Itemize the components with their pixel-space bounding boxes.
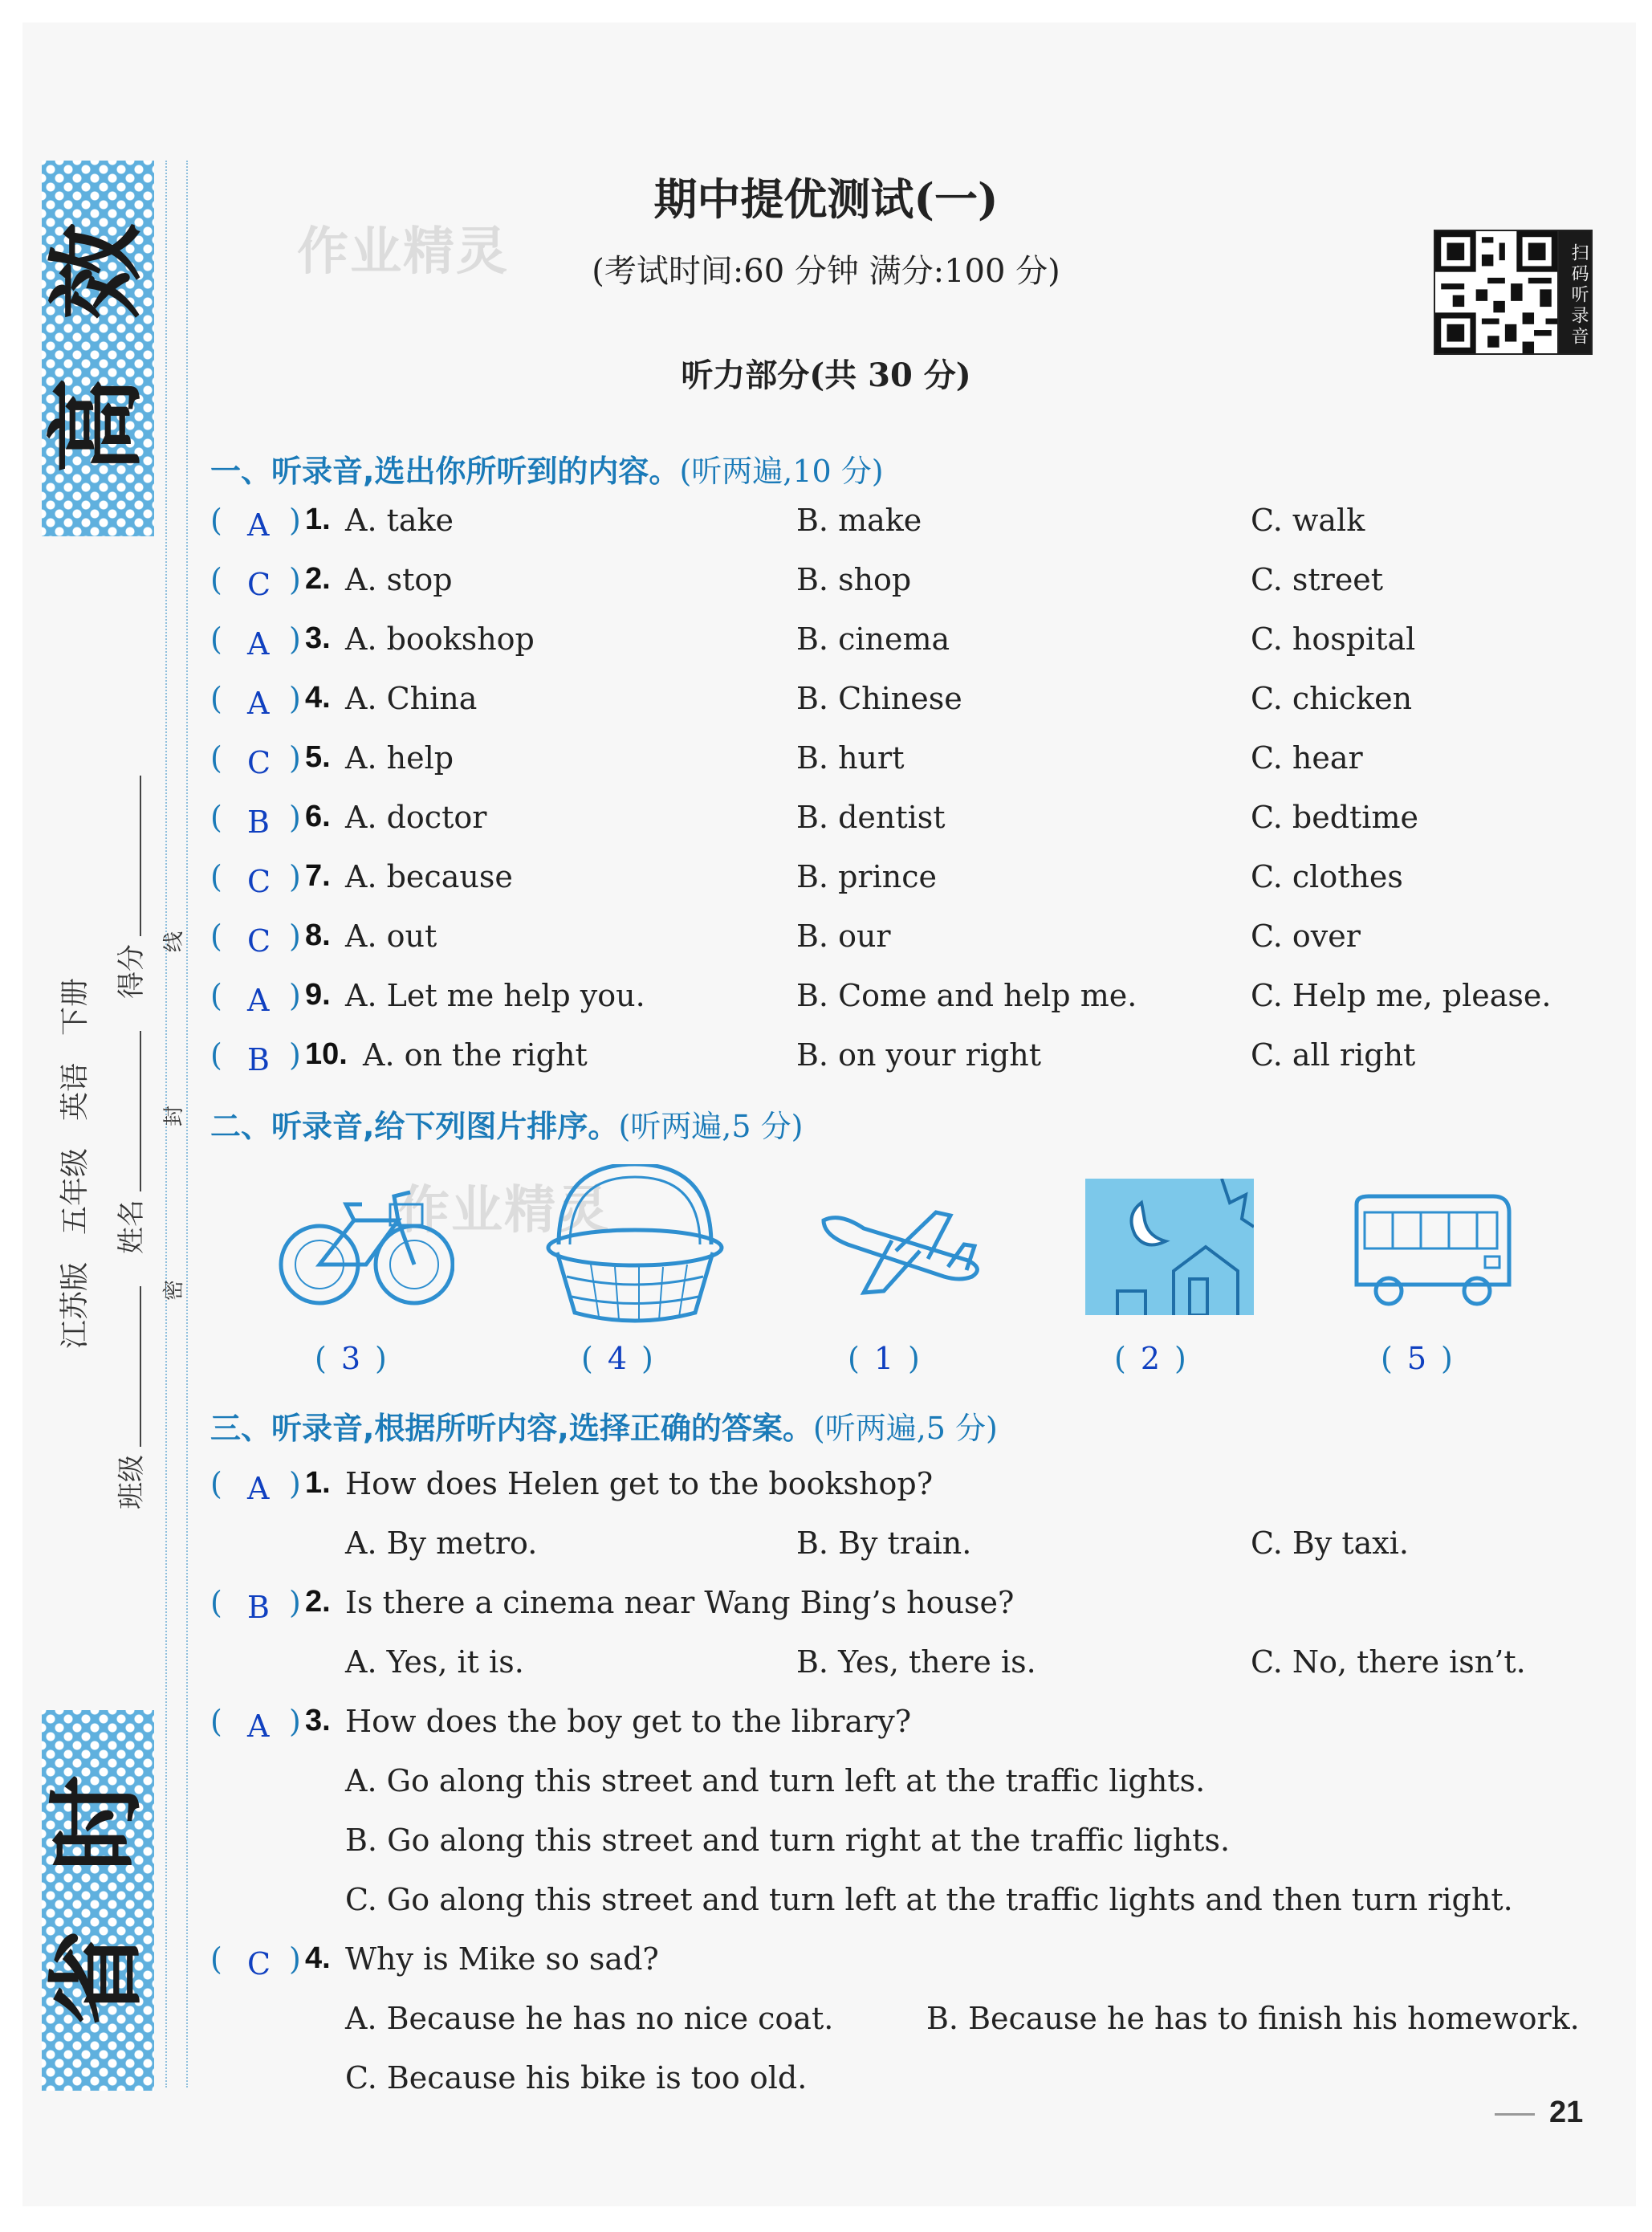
question-number: 5. xyxy=(305,740,331,774)
page-number-rule xyxy=(1495,2113,1535,2116)
option-b: B. Come and help me. xyxy=(796,978,1137,1013)
option-c: C. clothes xyxy=(1251,859,1403,894)
option-c: C. chicken xyxy=(1251,681,1413,716)
option-b: B. make xyxy=(796,503,922,538)
option-b: B. prince xyxy=(796,859,937,894)
option-b: B. shop xyxy=(796,562,912,597)
s1-question-row: ( C ) 2. A. stop B. shop C. street xyxy=(210,562,1384,602)
question-number: 7. xyxy=(305,859,331,893)
option-b: B. Chinese xyxy=(796,681,962,716)
answer-mark: C xyxy=(247,923,271,959)
watermark: 作业精灵 xyxy=(398,1181,610,1240)
option-b: B. on your right xyxy=(796,1037,1041,1073)
option-a: A. Let me help you. xyxy=(345,978,645,1013)
s1-question-row: ( C ) 8. A. out B. our C. over xyxy=(210,918,1361,959)
section1-heading: 一、听录音,选出你所听到的内容。 xyxy=(210,454,680,489)
answer-mark: A xyxy=(247,1709,270,1744)
option-c: C. hospital xyxy=(1251,621,1416,657)
question-number: 8. xyxy=(305,918,331,952)
s1-question-row: ( B ) 10. A. on the right B. on your right C. all right xyxy=(210,1037,1416,1077)
plane-icon xyxy=(816,1196,984,1309)
answer-mark: 4 xyxy=(607,1341,628,1376)
score-label: 得分 xyxy=(115,944,148,999)
seal-mark: 封 xyxy=(162,1106,186,1127)
s3-option-line xyxy=(210,1882,1575,1930)
bicycle-icon xyxy=(278,1172,454,1309)
answer-mark: C xyxy=(247,745,271,780)
section3-title xyxy=(210,1403,998,1448)
band-char: 省 xyxy=(42,1929,153,2026)
seal-marks xyxy=(157,931,189,1301)
band-char: 时 xyxy=(42,1775,153,1872)
band-char: 高 xyxy=(42,377,153,474)
class-label: 班级 xyxy=(115,1455,148,1509)
option-b: B. By train. xyxy=(796,1525,972,1561)
book-info xyxy=(48,977,96,1349)
book-subject: 英语 xyxy=(58,1062,92,1121)
s3-option-line xyxy=(210,1763,1575,1811)
question-number: 4. xyxy=(305,1941,331,1975)
option-a: A. By metro. xyxy=(345,1525,538,1561)
option-b: B. Go along this street and turn right at the traffic lights. xyxy=(345,1823,1231,1858)
answer-mark: C xyxy=(247,864,271,899)
answer-mark: A xyxy=(247,983,270,1018)
question-text: Why is Mike so sad? xyxy=(345,1941,659,1977)
section2-note: (听两遍,5 分) xyxy=(618,1109,804,1144)
score-field[interactable] xyxy=(116,776,141,936)
question-number: 6. xyxy=(305,800,331,833)
option-a: A. on the right xyxy=(363,1037,588,1073)
question-text: How does the boy get to the library? xyxy=(345,1704,912,1739)
option-c: C. hear xyxy=(1251,740,1363,776)
answer-mark: B xyxy=(247,1042,270,1077)
option-b: B. Because he has to finish his homework. xyxy=(926,2001,1580,2036)
section1-title xyxy=(210,446,884,491)
qr-icon xyxy=(1435,231,1557,353)
option-b: B. Yes, there is. xyxy=(796,1644,1036,1680)
option-a: A. Because he has no nice coat. xyxy=(345,2001,834,2036)
book-grade: 五年级 xyxy=(58,1147,92,1235)
option-c: C. street xyxy=(1251,562,1384,597)
answer-mark: A xyxy=(247,686,270,721)
question-text: Is there a cinema near Wang Bing’s house? xyxy=(345,1585,1015,1620)
option-c: C. No, there isn’t. xyxy=(1251,1644,1526,1680)
s1-question-row: ( A ) 4. A. China B. Chinese C. chicken xyxy=(210,681,1413,721)
section2-heading: 二、听录音,给下列图片排序。 xyxy=(210,1109,619,1144)
basket-icon xyxy=(543,1164,727,1325)
option-a: A. Go along this street and turn left at the traffic lights. xyxy=(345,1763,1206,1798)
seal-mark: 密 xyxy=(162,1279,186,1301)
question-number: 1. xyxy=(305,1466,331,1500)
s3-question-row: ( A ) 3. How does the boy get to the library? xyxy=(210,1704,912,1744)
student-fields xyxy=(104,739,153,1509)
answer-mark: 1 xyxy=(873,1341,894,1376)
s3-option-line xyxy=(210,2060,1575,2108)
option-b: B. our xyxy=(796,918,891,954)
page-title: 期中提优测试(一) xyxy=(653,173,999,225)
option-c: C. all right xyxy=(1251,1037,1416,1073)
question-number: 10. xyxy=(305,1037,348,1071)
part-title: 听力部分(共 30 分) xyxy=(681,356,971,394)
picture-order-slot: ( 2 ) xyxy=(1114,1341,1186,1376)
bus-icon xyxy=(1349,1188,1517,1309)
name-label: 姓名 xyxy=(115,1199,148,1254)
question-number: 3. xyxy=(305,1704,331,1737)
page-number: 21 xyxy=(1549,2096,1584,2129)
answer-mark: B xyxy=(247,1590,270,1625)
section1-note: (听两遍,10 分) xyxy=(679,454,884,489)
answer-mark: 3 xyxy=(340,1341,361,1376)
answer-mark: A xyxy=(247,507,270,543)
s1-question-row: ( C ) 7. A. because B. prince C. clothes xyxy=(210,859,1403,899)
answer-mark: 5 xyxy=(1406,1341,1427,1376)
option-a: A. because xyxy=(345,859,513,894)
option-b: B. dentist xyxy=(796,800,946,835)
night-house-icon xyxy=(1085,1179,1254,1315)
option-a: A. bookshop xyxy=(345,621,535,657)
option-c: C. bedtime xyxy=(1251,800,1418,835)
option-a: A. Yes, it is. xyxy=(345,1644,524,1680)
option-a: A. China xyxy=(345,681,478,716)
option-c: C. Help me, please. xyxy=(1251,978,1552,1013)
option-c: C. Because his bike is too old. xyxy=(345,2060,808,2096)
option-a: A. stop xyxy=(345,562,453,597)
watermark: 作业精灵 xyxy=(297,222,509,282)
s3-question-row: ( C ) 4. Why is Mike so sad? xyxy=(210,1941,659,1982)
qr-code[interactable] xyxy=(1434,230,1593,355)
s1-question-row: ( C ) 5. A. help B. hurt C. hear xyxy=(210,740,1363,780)
picture-order-slot: ( 3 ) xyxy=(315,1341,387,1376)
s3-option-line xyxy=(210,1823,1575,1871)
option-a: A. out xyxy=(345,918,437,954)
answer-mark: A xyxy=(247,1471,270,1506)
seal-mark: 线 xyxy=(162,931,186,953)
s3-question-row: ( B ) 2. Is there a cinema near Wang Bing’s house? xyxy=(210,1585,1015,1625)
exam-info: (考试时间:60 分钟 满分:100 分) xyxy=(592,253,1060,290)
s3-options-row xyxy=(210,2001,1580,2049)
question-number: 3. xyxy=(305,621,331,655)
question-number: 4. xyxy=(305,681,331,715)
section3-note: (听两遍,5 分) xyxy=(812,1411,998,1446)
question-number: 2. xyxy=(305,1585,331,1619)
option-c: C. By taxi. xyxy=(1251,1525,1409,1561)
band-char: 效 xyxy=(42,223,153,320)
book-volume: 下册 xyxy=(58,977,92,1036)
s1-question-row: ( A ) 1. A. take B. make C. walk xyxy=(210,503,1365,543)
option-b: B. hurt xyxy=(796,740,905,776)
s3-options-row xyxy=(210,1644,1575,1692)
picture-order-slot: ( 5 ) xyxy=(1381,1341,1453,1376)
answer-mark: C xyxy=(247,567,271,602)
question-number: 9. xyxy=(305,978,331,1012)
section2-title xyxy=(210,1102,803,1146)
option-a: A. take xyxy=(345,503,454,538)
answer-mark: 2 xyxy=(1140,1341,1161,1376)
answer-mark: C xyxy=(247,1946,271,1982)
option-c: C. over xyxy=(1251,918,1361,954)
question-number: 2. xyxy=(305,562,331,596)
answer-mark: B xyxy=(247,804,270,840)
option-c: C. walk xyxy=(1251,503,1365,538)
question-number: 1. xyxy=(305,503,331,536)
s3-options-row xyxy=(210,1525,1575,1574)
option-a: A. doctor xyxy=(345,800,487,835)
option-c: C. Go along this street and turn left at the traffic lights and then turn right. xyxy=(345,1882,1513,1917)
section3-heading: 三、听录音,根据所听内容,选择正确的答案。 xyxy=(210,1411,813,1446)
class-field[interactable] xyxy=(116,1286,141,1447)
option-a: A. help xyxy=(345,740,454,776)
picture-order-slot: ( 4 ) xyxy=(581,1341,653,1376)
s3-question-row: ( A ) 1. How does Helen get to the bookshop? xyxy=(210,1466,934,1506)
side-band-bottom xyxy=(42,1710,154,2091)
picture-order-slot: ( 1 ) xyxy=(848,1341,920,1376)
book-edition: 江苏版 xyxy=(58,1261,92,1349)
option-b: B. cinema xyxy=(796,621,950,657)
answer-mark: A xyxy=(247,626,270,662)
name-field[interactable] xyxy=(116,1031,141,1191)
s1-question-row: ( A ) 3. A. bookshop B. cinema C. hospital xyxy=(210,621,1416,662)
question-text: How does Helen get to the bookshop? xyxy=(345,1466,934,1501)
qr-label: 扫码听录音 xyxy=(1557,231,1591,353)
s1-question-row: ( B ) 6. A. doctor B. dentist C. bedtime xyxy=(210,800,1418,840)
s1-question-row: ( A ) 9. A. Let me help you. B. Come and help me. C. Help me, please. xyxy=(210,978,1552,1018)
